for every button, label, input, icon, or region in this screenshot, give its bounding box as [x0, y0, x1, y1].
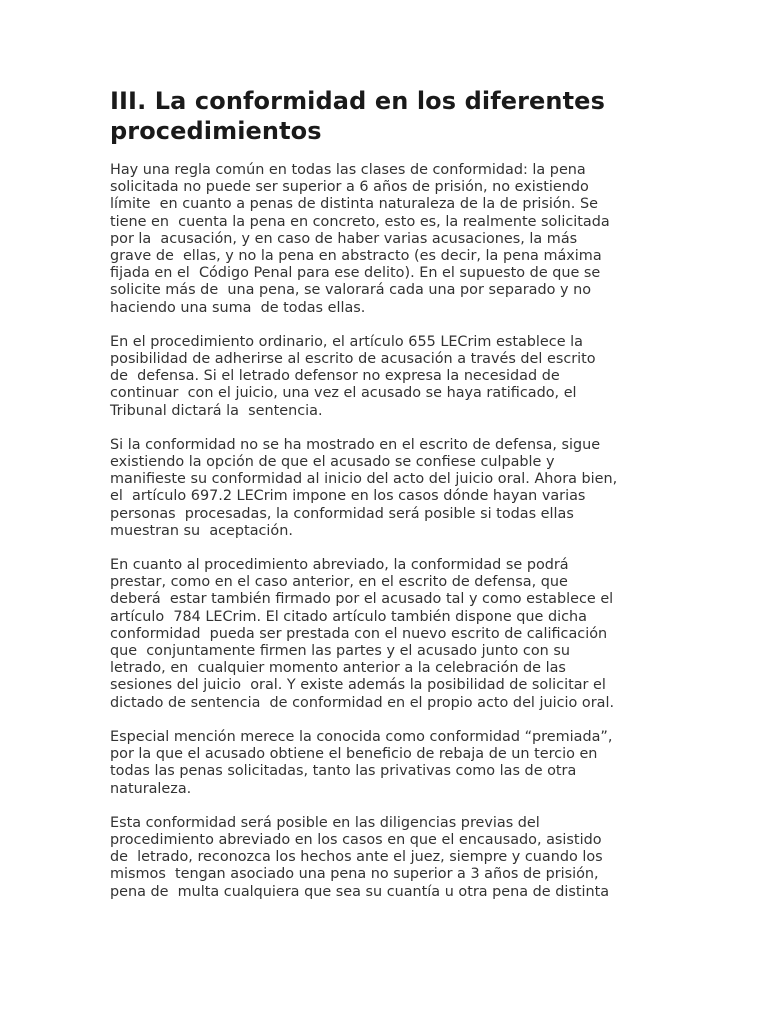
paragraph-regla-comun: Hay una regla común en todas las clases de conformidad: la pena solicitada no puede ser superior a 6 años de prisión, no existiendo límite en cuanto a penas de distinta naturaleza de la de prisión. Se tiene en cuenta la pena en concreto, esto es, la realmente solicitada por la acusación, y en caso de haber varias acusaciones, la más grave de ellas, y no la pena en abstracto (es decir, la pena máxima fijada en el Código Penal para ese delito). En el supuesto de que se solicite más de una pena, se valorará cada una por separado y no haciendo una suma de todas ellas. [110, 162, 610, 316]
paragraph-procedimiento-ordinario: En el procedimiento ordinario, el artículo 655 LECrim establece la posibilidad de adherirse al escrito de acusación a través del escrito de defensa. Si el letrado defensor no expresa la necesidad de continuar con el juicio, una vez el acusado se haya ratificado, el Tribunal dictará la sentencia. [110, 333, 596, 419]
section-title: III. La conformidad en los diferentes procedimientos [110, 87, 605, 145]
paragraph-procedimiento-abreviado: En cuanto al procedimiento abreviado, la conformidad se podrá prestar, como en el caso anterior, en el escrito de defensa, que deberá estar también firmado por el acusado tal y como establece el artículo 784 LECrim. El citado artículo también dispone que dicha conformidad pueda ser prestada con el nuevo escrito de calificación que conjuntamente firmen las partes y el acusado junto con su letrado, en cualquier momento anterior a la celebración de las sesiones del juicio oral. Y existe además la posibilidad de solicitar el dictado de sentencia de conformidad en el propio acto del juicio oral. [110, 557, 615, 711]
paragraph-conformidad-premiada: Especial mención merece la conocida como conformidad “premiada”, por la que el acusado obtiene el beneficio de rebaja de un tercio en todas las penas solicitadas, tanto las privativas como las de otra naturaleza. [110, 728, 613, 797]
paragraph-juicio-oral: Si la conformidad no se ha mostrado en el escrito de defensa, sigue existiendo la opción de que el acusado se confiese culpable y manifieste su conformidad al inicio del acto del juicio oral. Ahora bien, el artículo 697.2 LECrim impone en los casos dónde hayan varias personas procesadas, la conformidad será posible si todas ellas muestran su aceptación. [110, 436, 618, 539]
paragraph-diligencias-previas: Esta conformidad será posible en las diligencias previas del procedimiento abreviado en los casos en que el encausado, asistido de letrado, reconozca los hechos ante el juez, siempre y cuando los mismos tengan asociado una pena no superior a 3 años de prisión, pena de multa cualquiera que sea su cuantía u otra pena de distinta [110, 814, 610, 900]
document-page [110, 86, 670, 918]
